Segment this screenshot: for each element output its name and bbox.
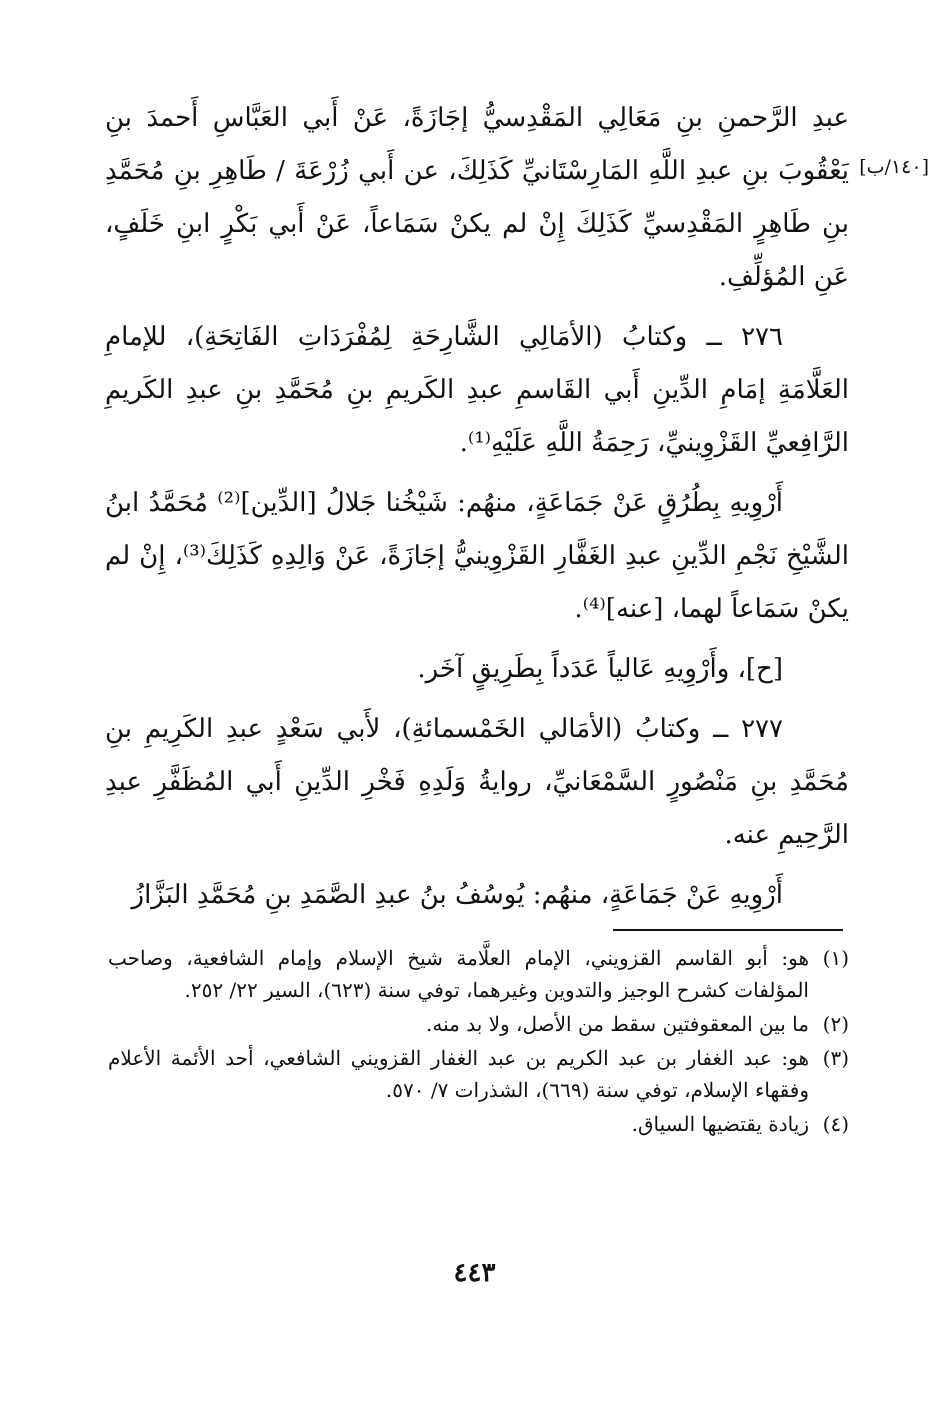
footnote bbox=[108, 1108, 849, 1140]
footnote-text: هو: أبو القاسم القزويني، الإمام العلَّامة شيخ الإسلام وإمام الشافعية، وصاحب المؤلفات كشرح الوجيز والتدوين وغيرهما، توفي سنة (٦٢٣)، السير ٢٢/ ٢٥٢. bbox=[108, 946, 809, 1002]
paragraph-narration-277: أَرْوِيهِ عَنْ جَمَاعَةٍ، منهُم: يُوسُفُ بنُ عبدِ الصَّمَدِ بنِ مُحَمَّدِ البَزَّازُ bbox=[131, 880, 783, 910]
paragraph-alternate-chain: [ح]، وأَرْوِيهِ عَالياً عَدَداً بِطَرِيقٍ آخَر. bbox=[417, 654, 783, 684]
footnotes bbox=[108, 942, 849, 1142]
footnote-text: زيادة يقتضيها السياق. bbox=[631, 1112, 809, 1136]
footnote-text: هو: عبد الغفار بن عبد الكريم بن عبد الغفار القزويني الشافعي، أحد الأئمة الأعلام وفقهاء الإسلام، توفي سنة (٦٦٩)، الشذرات ٧/ ٥٧٠. bbox=[108, 1046, 809, 1102]
page-number: ٤٤٣ bbox=[453, 1258, 496, 1288]
footnote bbox=[108, 1008, 849, 1040]
footnote-text: ما بين المعقوفتين سقط من الأصل، ولا بد منه. bbox=[426, 1012, 809, 1036]
paragraph-entry-276: ٢٧٦ ــ وكتابُ (الأمَالِي الشَّارِحَةِ لِمُفْرَدَاتِ الفَاتِحَةِ)، للإمامِ العَلَّامَةِ إمَامِ الدِّينِ أَبي القَاسمِ عبدِ الكَريمِ بنِ مُحَمَّدِ بنِ عبدِ الكَريمِ الرَّافِعيِّ القَزْوِينيِّ، رَحِمَةُ اللَّهِ عَلَيْهِ⁽¹⁾. bbox=[105, 322, 849, 458]
footnote-number: (٤) bbox=[822, 1112, 849, 1136]
footnote-separator bbox=[613, 929, 843, 931]
footnote-number: (٢) bbox=[822, 1012, 849, 1036]
paragraph-continuation: عبدِ الرَّحمنِ بنِ مَعَالِي المَقْدِسيُّ إجَازَةً، عَنْ أَبي العَبَّاسِ أَحمدَ بنِ يَعْقُوبَ بنِ عبدِ اللَّهِ المَارِسْتَانيِّ كَذَلِكَ، عن أَبي زُرْعَةَ / طَاهِرِ بنِ مُحَمَّدِ بنِ طَاهِرٍ المَقْدِسيِّ كَذَلِكَ إِنْ لم يكنْ سَمَاعاً، عَنْ أَبي بَكْرٍ ابنِ خَلَفٍ، عَنِ المُؤلِّفِ. bbox=[105, 103, 849, 292]
footnote bbox=[108, 1042, 849, 1106]
footnote bbox=[108, 942, 849, 1006]
footnote-number: (٣) bbox=[822, 1046, 849, 1070]
footnote-number: (١) bbox=[822, 946, 849, 970]
main-text bbox=[105, 92, 849, 922]
margin-folio-reference: [١٤٠/ب] bbox=[859, 156, 929, 178]
paragraph-entry-277: ٢٧٧ ــ وكتابُ (الأمَالي الخَمْسمائةِ)، لأَبي سَعْدٍ عبدِ الكَرِيمِ بنِ مُحَمَّدِ بنِ مَنْصُورٍ السَّمْعَانيِّ، روايةُ وَلَدِهِ فَخْرِ الدِّينِ أَبي المُظَفَّرِ عبدِ الرَّحِيمِ عنه. bbox=[105, 714, 849, 850]
paragraph-narration-276: أَرْوِيهِ بِطُرُقٍ عَنْ جَمَاعَةٍ، منهُم: شَيْخُنا جَلالُ [الدِّين]⁽²⁾ مُحَمَّدُ ابنُ الشَّيْخِ نَجْمِ الدِّينِ عبدِ الغَفَّارِ القَزْوِينيُّ إجَازَةً، عَنْ وَالِدِهِ كَذَلِكَ⁽³⁾، إِنْ لم يكنْ سَمَاعاً لهما، [عنه]⁽⁴⁾. bbox=[105, 488, 849, 624]
